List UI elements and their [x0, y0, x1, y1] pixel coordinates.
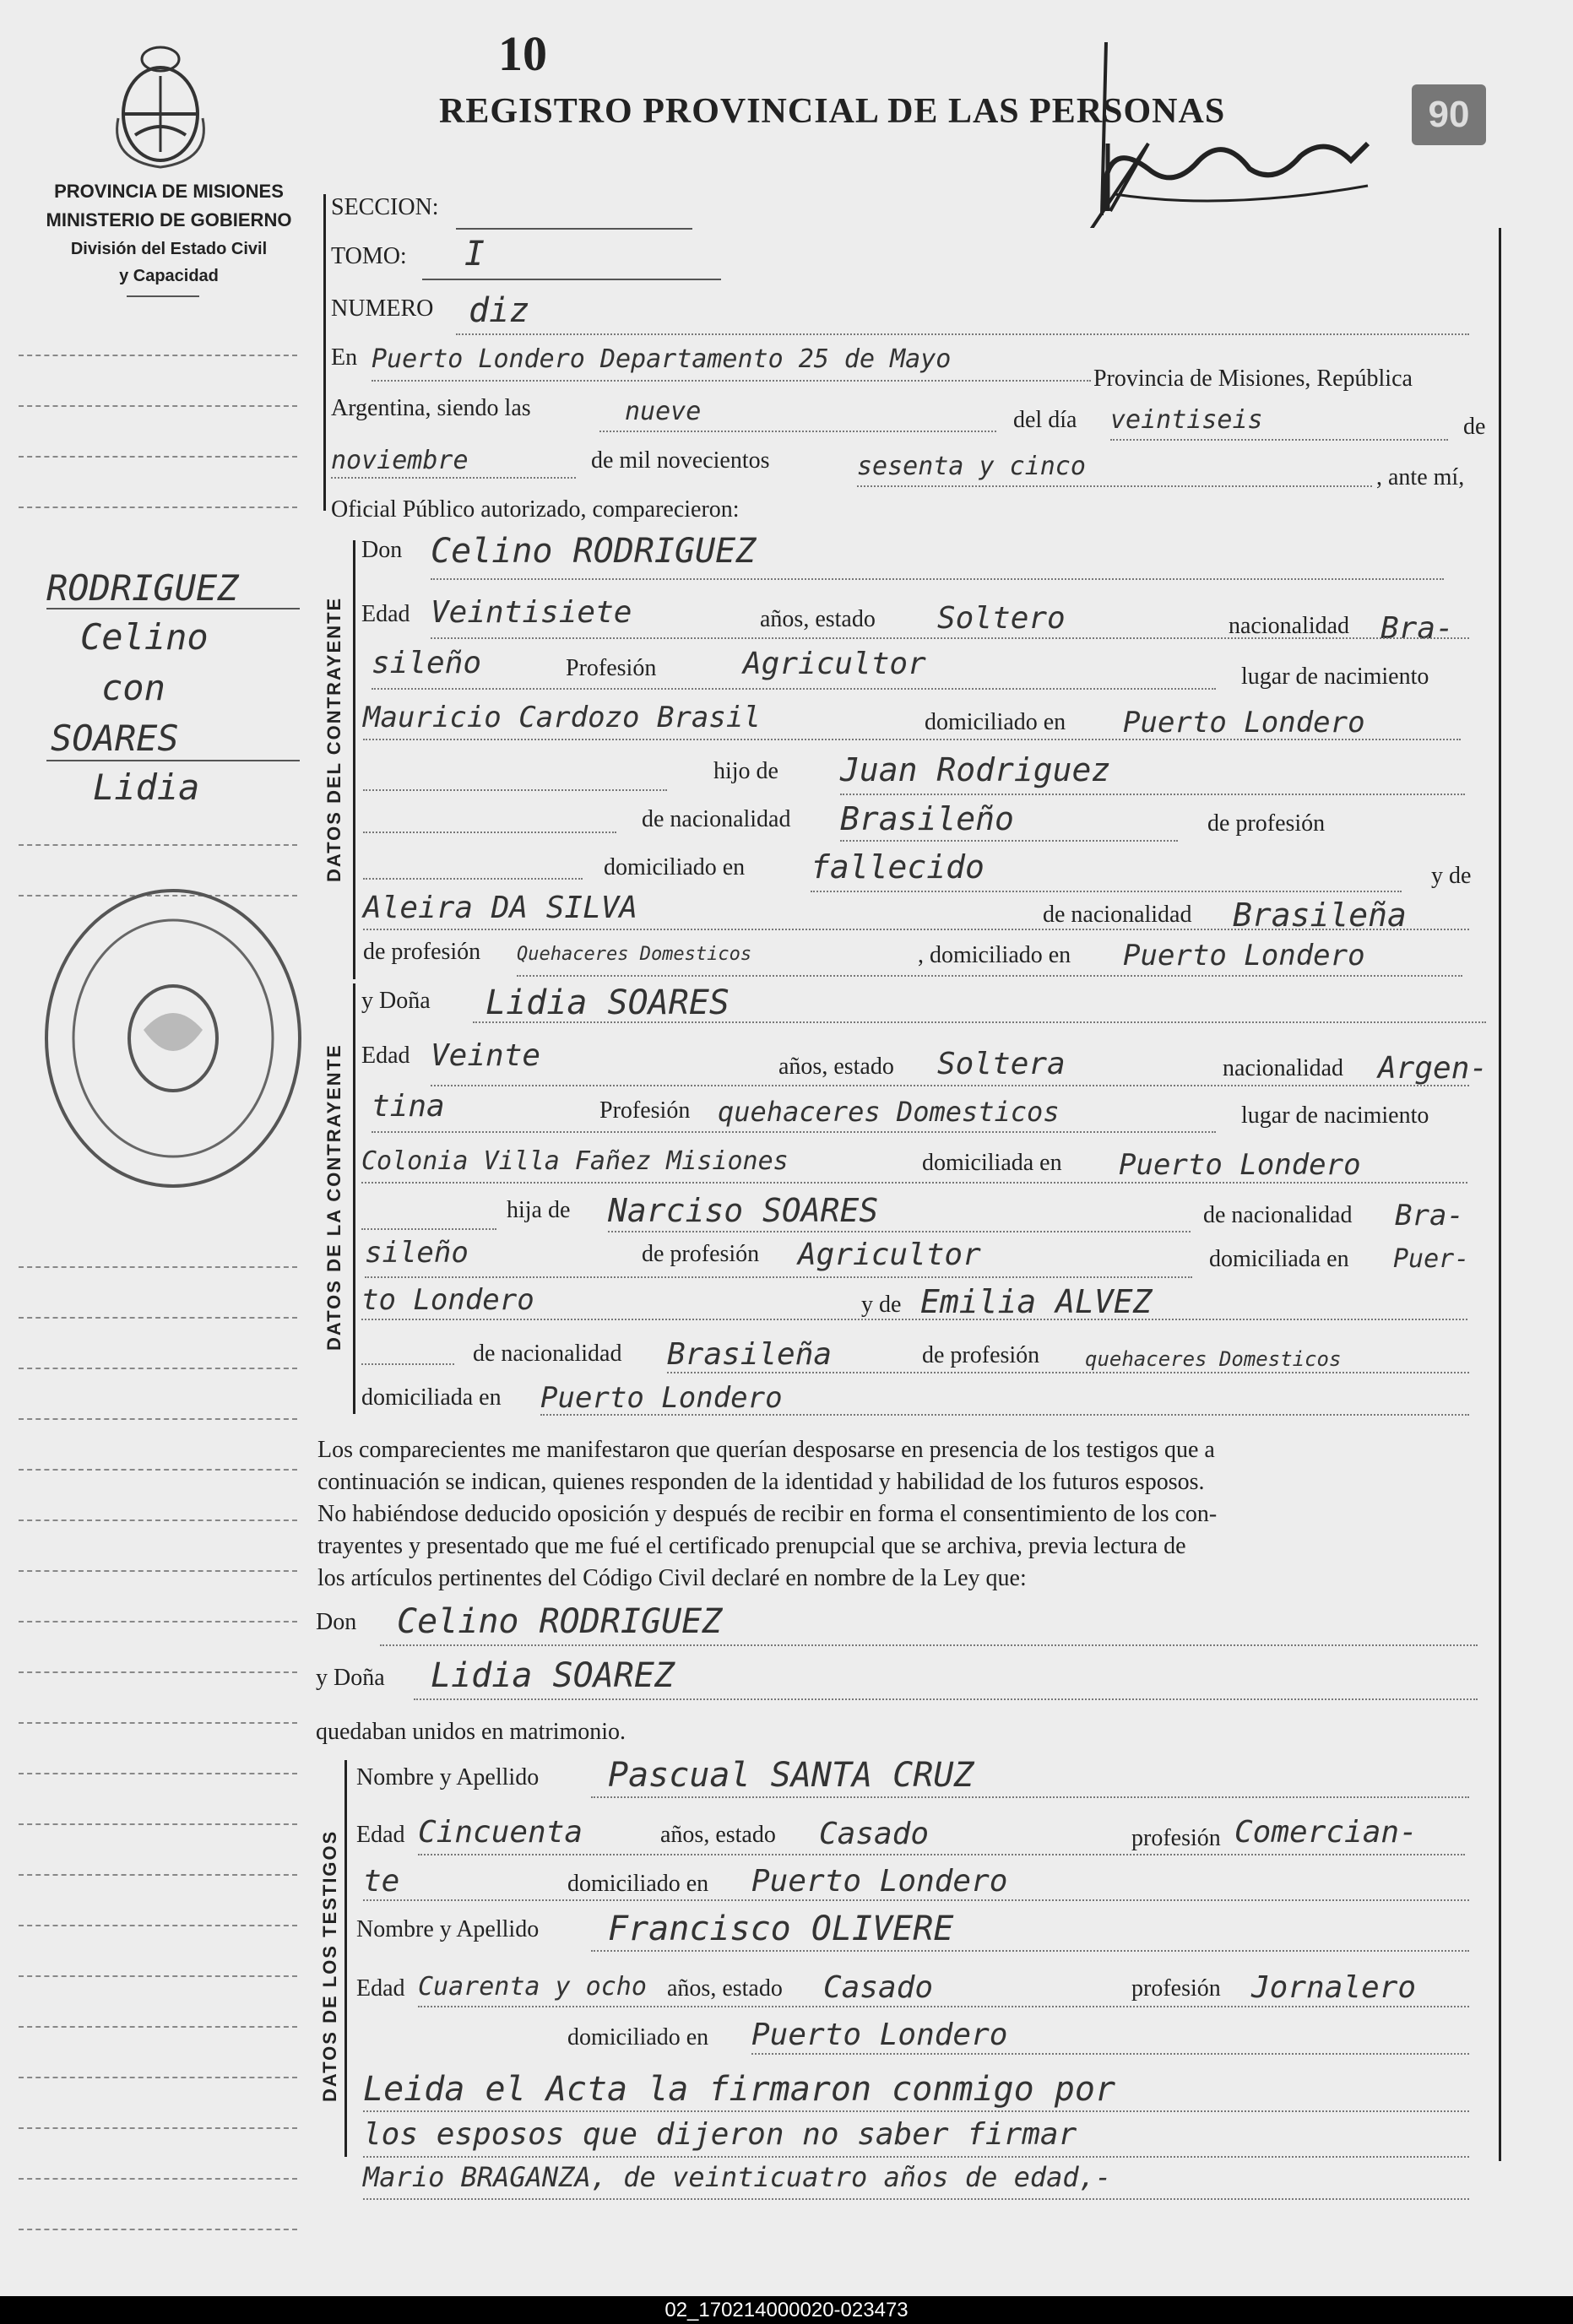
profesion-label: Profesión — [599, 1097, 691, 1124]
signature — [1013, 42, 1376, 228]
madre-dom-value: Puerto Londero — [540, 1381, 783, 1415]
lugar-line — [363, 739, 1461, 740]
ante-mi-text: , ante mí, — [1376, 464, 1465, 490]
nacionalidad-label: nacionalidad — [1223, 1055, 1344, 1081]
margin-line — [19, 1418, 297, 1420]
padre-line — [608, 1231, 1191, 1232]
de-nacionalidad-label-2: de nacionalidad — [1043, 902, 1192, 928]
margin-line — [19, 1823, 297, 1825]
declaration-line: los artículos pertinentes del Código Civil declaré en nombre de la Ley que: — [317, 1565, 1027, 1591]
hijo-de-label: hijo de — [713, 758, 778, 784]
declaration-line: trayentes y presentado que me fué el certificado prenupcial que se archiva, previa lectura de — [317, 1533, 1186, 1559]
anios-estado-2: años, estado — [667, 1975, 783, 2002]
hija-de-label: hija de — [507, 1197, 571, 1223]
margin-line — [19, 1773, 297, 1774]
division-label: División del Estado Civil — [70, 240, 268, 258]
t1-nombre: Pascual SANTA CRUZ — [608, 1756, 974, 1795]
lugar-label: lugar de nacimiento — [1241, 664, 1429, 690]
note-rule — [363, 2156, 1469, 2158]
name-line — [473, 1021, 1486, 1023]
dia-value: veintiseis — [1110, 405, 1263, 435]
padre-nac-value: Brasileño — [840, 800, 1014, 837]
madre-prof-value: quehaceres Domesticos — [1085, 1347, 1342, 1371]
de-profesion-label-2: de profesión — [922, 1342, 1040, 1368]
edad-label: Edad — [361, 601, 410, 627]
seccion-label: SECCION: — [331, 194, 439, 220]
domicilio-value: Puerto Londero — [1119, 1148, 1361, 1182]
decl-dona-value: Lidia SOAREZ — [431, 1656, 675, 1695]
official-seal-icon — [34, 878, 312, 1199]
de-profesion-label-2: de profesión — [363, 939, 481, 965]
margin-line — [19, 2026, 297, 2028]
margin-line — [19, 1317, 297, 1319]
seccion-line — [456, 228, 692, 230]
margin-line — [19, 1570, 297, 1572]
margin-name: SOARES — [51, 718, 179, 759]
blank-line — [363, 878, 583, 880]
note-line: los esposos que dijeron no saber firmar — [363, 2117, 1077, 2152]
madre-nac-line — [667, 1372, 1469, 1373]
anio-line — [857, 485, 1372, 487]
t1-prof-a: Comercian- — [1234, 1815, 1418, 1850]
padre-prof-value: Agricultor — [798, 1238, 981, 1272]
mes-line — [331, 477, 576, 479]
decl-don-value: Celino RODRIGUEZ — [397, 1602, 723, 1641]
padre-dom-line — [811, 891, 1402, 892]
contrayenta-section-label: DATOS DE LA CONTRAYENTE — [323, 1043, 344, 1351]
domiciliada-label-2: domiciliada en — [1209, 1246, 1349, 1272]
t2-prof: Jornalero — [1251, 1970, 1417, 2005]
tomo-value: I — [464, 235, 485, 274]
note-rule — [363, 2198, 1469, 2200]
contrayente-border — [353, 540, 355, 979]
t1-dom-line — [363, 1899, 1469, 1901]
nombre-label: Nombre y Apellido — [356, 1764, 540, 1790]
nacionalidad-value-a: Argen- — [1378, 1051, 1489, 1086]
t1-estado: Casado — [819, 1817, 930, 1851]
profesion-value: Agricultor — [743, 647, 926, 681]
image-id-footer: 02_170214000020-023473 — [0, 2296, 1573, 2324]
dom-label-2: domiciliado en — [567, 2024, 709, 2050]
edad-value: Veinte — [431, 1038, 541, 1073]
de-nacionalidad-label: de nacionalidad — [1203, 1202, 1353, 1228]
edad-line — [431, 1085, 1469, 1086]
margin-name: Lidia — [93, 767, 200, 808]
estado-value: Soltera — [937, 1047, 1066, 1081]
hora-line — [599, 431, 996, 432]
padre-value: Juan Rodriguez — [840, 751, 1111, 788]
margin-underline — [46, 608, 300, 609]
domiciliado-label-2: domiciliado en — [604, 854, 746, 880]
profesion-label-2: profesión — [1131, 1975, 1221, 2002]
name-line — [431, 578, 1444, 580]
margin-underline — [46, 760, 300, 761]
tomo-label: TOMO: — [331, 243, 407, 269]
page-number: 10 — [498, 26, 547, 81]
anios-estado: años, estado — [778, 1054, 894, 1080]
right-border — [1499, 228, 1501, 2161]
province-label: PROVINCIA DE MISIONES — [54, 181, 284, 202]
margin-line — [19, 1722, 297, 1724]
edad-label-2: Edad — [356, 1975, 405, 2002]
contrayente-section-label: DATOS DEL CONTRAYENTE — [323, 596, 344, 882]
padre-dom-value-b: to Londero — [361, 1283, 534, 1317]
lugar-line — [361, 1182, 1467, 1184]
don-label: Don — [361, 537, 403, 563]
madre-value: Aleira DA SILVA — [363, 891, 638, 925]
declaration-line: Los comparecientes me manifestaron que querían desposarse en presencia de los testigos que a — [317, 1437, 1215, 1463]
padre-dom-value: fallecido — [811, 848, 984, 886]
padre-dom-value-a: Puer- — [1393, 1244, 1470, 1274]
profesion-value: quehaceres Domesticos — [718, 1096, 1060, 1128]
en-label: En — [331, 344, 358, 371]
contrayenta-name: Lidia SOARES — [485, 983, 730, 1022]
y-de-label: y de — [1431, 863, 1472, 889]
de-nacionalidad-label: de nacionalidad — [642, 806, 791, 832]
margin-line — [19, 2229, 297, 2230]
decl-don-line — [380, 1644, 1478, 1646]
en-line — [372, 380, 1091, 382]
numero-value: diz — [469, 291, 530, 330]
de-profesion-label: de profesión — [642, 1241, 760, 1267]
mil-label: de mil novecientos — [591, 447, 770, 474]
dona-label: y Doña — [316, 1665, 385, 1691]
margin-line — [19, 1874, 297, 1876]
margin-line — [19, 2077, 297, 2078]
madre-dom-label: , domiciliado en — [918, 942, 1071, 968]
madre-line — [363, 929, 1469, 930]
t2-nombre-line — [591, 1950, 1469, 1952]
margin-line — [19, 1621, 297, 1622]
profesion-label: Profesión — [566, 655, 657, 681]
y-de-label: y de — [861, 1292, 902, 1318]
t2-edad: Cuarenta y ocho — [418, 1972, 647, 2002]
dom-label: domiciliado en — [567, 1871, 709, 1897]
profesion-line — [372, 688, 1216, 690]
header-border — [323, 194, 326, 511]
nacionalidad-value-b: tina — [372, 1089, 445, 1124]
note-rule — [363, 2110, 1469, 2112]
t1-nombre-line — [591, 1796, 1469, 1798]
lugar-label: lugar de nacimiento — [1241, 1102, 1429, 1129]
numero-line — [456, 333, 1469, 335]
margin-line — [19, 1975, 297, 1977]
t1-dom: Puerto Londero — [751, 1864, 1008, 1899]
lugar-value: Mauricio Cardozo Brasil — [363, 701, 761, 734]
madre-nac-value: Brasileña — [1233, 897, 1407, 934]
note-line: Mario BRAGANZA, de veinticuatro años de edad,- — [363, 2161, 1112, 2193]
madre-prof-line — [517, 975, 1462, 977]
mes-value: noviembre — [331, 446, 469, 475]
margin-line — [19, 507, 297, 508]
blank-line — [361, 1363, 454, 1365]
anios-estado: años, estado — [760, 606, 876, 632]
note-line: Leida el Acta la firmaron conmigo por — [363, 2070, 1116, 2109]
numero-label: NUMERO — [331, 295, 434, 322]
margin-line — [19, 1266, 297, 1268]
margin-name: Celino — [80, 616, 209, 658]
t2-edad-line — [418, 2006, 1469, 2007]
padre-prof-line — [365, 1276, 1192, 1278]
testigos-section-label: DATOS DE LOS TESTIGOS — [319, 1829, 340, 2102]
de-label: de — [1463, 414, 1486, 440]
domicilio-value: Puerto Londero — [1123, 706, 1365, 739]
nacionalidad-value-b: sileño — [372, 646, 482, 680]
edad-value: Veintisiete — [431, 595, 632, 630]
edad-label: Edad — [361, 1043, 410, 1069]
t1-prof-b: te — [363, 1864, 400, 1899]
nombre-label-2: Nombre y Apellido — [356, 1916, 540, 1942]
margin-line — [19, 456, 297, 458]
madre-dom-line — [540, 1414, 1469, 1416]
nacionalidad-label: nacionalidad — [1229, 613, 1350, 639]
contrayente-name: Celino RODRIGUEZ — [431, 532, 757, 571]
margin-line — [19, 1520, 297, 1521]
edad-line — [431, 637, 1469, 639]
padre-value: Narciso SOARES — [608, 1192, 879, 1229]
t2-nombre: Francisco OLIVERE — [608, 1910, 954, 1948]
madre-dom-label: domiciliada en — [361, 1384, 502, 1411]
padre-line — [840, 794, 1465, 795]
blank-line — [361, 1228, 496, 1230]
blank-line — [363, 832, 616, 833]
en-value: Puerto Londero Departamento 25 de Mayo — [372, 344, 952, 374]
ministry-label: MINISTERIO DE GOBIERNO — [46, 209, 292, 230]
declaration-line: continuación se indican, quienes responden de la identidad y habilidad de los futuros esposos. — [317, 1469, 1205, 1495]
testigos-border — [344, 1760, 347, 2157]
margin-line — [19, 1925, 297, 1926]
padre-nac-value-b: sileño — [365, 1236, 469, 1270]
t2-estado: Casado — [823, 1970, 934, 2005]
t2-dom-line — [751, 2053, 1469, 2055]
margin-line — [19, 1671, 297, 1673]
madre-nac-value: Brasileña — [667, 1337, 833, 1372]
page-title: REGISTRO PROVINCIAL DE LAS PERSONAS — [439, 92, 1226, 131]
padre-nac-line — [840, 840, 1178, 842]
profesion-label: profesión — [1131, 1825, 1221, 1851]
anios-estado: años, estado — [660, 1822, 776, 1848]
unidos-text: quedaban unidos en matrimonio. — [316, 1719, 626, 1745]
margin-line — [19, 844, 297, 846]
dia-line — [1110, 439, 1448, 441]
contrayenta-border — [353, 983, 355, 1414]
divider — [127, 295, 199, 297]
edad-label: Edad — [356, 1822, 405, 1848]
madre-value: Emilia ALVEZ — [920, 1283, 1153, 1320]
estado-value: Soltero — [937, 601, 1066, 636]
nacionalidad-value-a: Bra- — [1380, 611, 1454, 646]
profesion-line — [372, 1131, 1216, 1133]
domiciliado-label: domiciliado en — [925, 709, 1066, 735]
margin-line — [19, 2127, 297, 2129]
margin-name: RODRIGUEZ — [46, 567, 239, 609]
margin-line — [19, 1469, 297, 1471]
don-label: Don — [316, 1609, 357, 1635]
decl-dona-line — [414, 1698, 1478, 1700]
madre-dom-value: Puerto Londero — [1123, 939, 1365, 972]
margin-line — [19, 405, 297, 407]
de-profesion-label: de profesión — [1207, 810, 1326, 837]
margin-line — [19, 1368, 297, 1369]
dona-label: y Doña — [361, 988, 431, 1014]
hora-value: nueve — [625, 397, 702, 426]
corner-number-badge: 90 — [1412, 84, 1486, 145]
anio-value: sesenta y cinco — [857, 452, 1086, 481]
coat-of-arms-icon — [110, 42, 211, 169]
margin-line — [19, 355, 297, 356]
del-dia-label: del día — [1013, 407, 1077, 433]
t1-edad: Cincuenta — [418, 1815, 583, 1850]
declaration-line: No habiéndose deducido oposición y después de recibir en forma el consentimiento de los con- — [317, 1501, 1218, 1527]
tomo-line — [422, 279, 721, 280]
madre-prof-value: Quehaceres Domesticos — [517, 944, 752, 965]
t1-edad-line — [418, 1854, 1465, 1855]
blank-line — [363, 789, 667, 791]
argentina-text: Argentina, siendo las — [331, 395, 531, 421]
domiciliada-label: domiciliada en — [922, 1150, 1062, 1176]
de-nacionalidad-label-2: de nacionalidad — [473, 1341, 622, 1367]
margin-name: con — [101, 667, 165, 708]
padre-dom-line — [361, 1319, 1467, 1320]
oficial-text: Oficial Público autorizado, comparecieron: — [331, 496, 740, 523]
t2-dom: Puerto Londero — [751, 2018, 1008, 2052]
lugar-value: Colonia Villa Fañez Misiones — [361, 1146, 789, 1176]
padre-nac-value-a: Bra- — [1395, 1199, 1464, 1232]
provincia-text: Provincia de Misiones, República — [1093, 366, 1413, 392]
division-label-2: y Capacidad — [119, 267, 219, 285]
margin-line — [19, 2178, 297, 2180]
